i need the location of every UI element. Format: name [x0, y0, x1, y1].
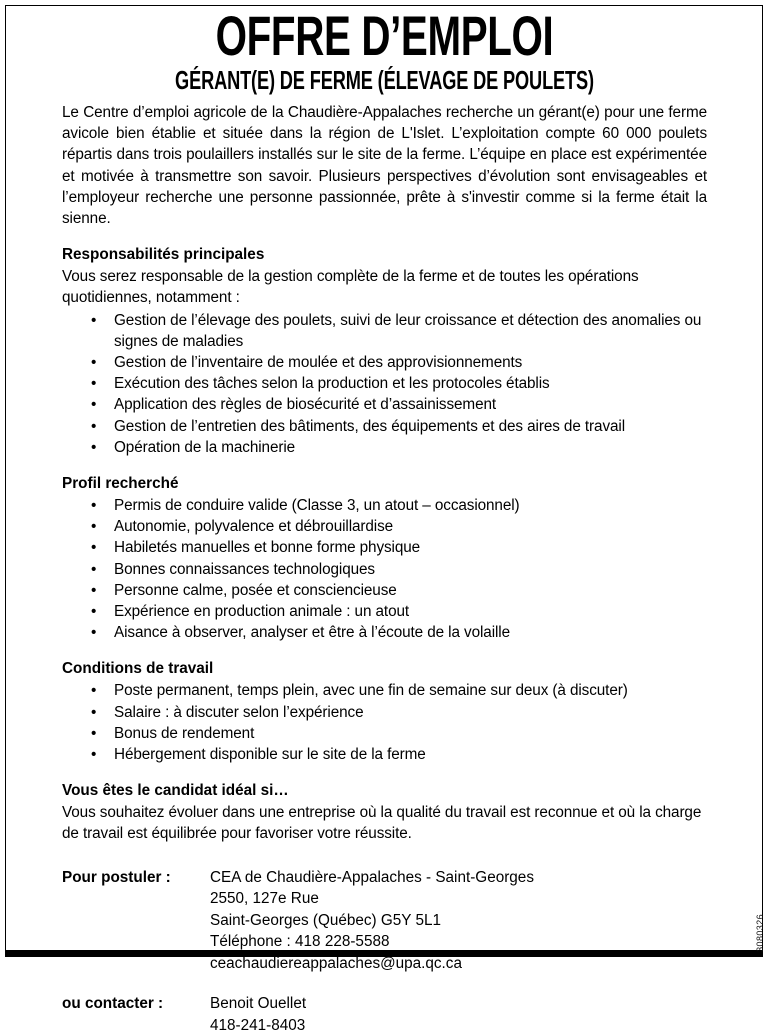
apply-row — [62, 867, 707, 975]
bullet-icon: • — [91, 624, 97, 642]
contact-person-name: Benoit Ouellet — [210, 995, 307, 1013]
section-heading: Profil recherché — [62, 475, 179, 493]
list-item-label: Gestion de l’inventaire de moulée et des approvisionnements — [114, 354, 523, 372]
list-item — [62, 622, 707, 643]
bullet-icon: • — [91, 311, 97, 329]
list-item — [62, 394, 707, 415]
apply-details — [210, 867, 707, 975]
bullet-icon: • — [91, 703, 97, 721]
list-item-label: Autonomie, polyvalence et débrouillardise — [114, 518, 394, 536]
list-item-label: Exécution des tâches selon la production et les protocoles établis — [114, 375, 550, 393]
list-item — [62, 495, 707, 516]
city-postal: Saint-Georges (Québec) G5Y 5L1 — [210, 911, 441, 929]
bullet-icon: • — [91, 724, 97, 742]
document-content — [62, 4, 707, 1036]
bullet-icon: • — [91, 603, 97, 621]
list-item — [62, 744, 707, 765]
list-item — [62, 437, 707, 458]
bullet-icon: • — [91, 746, 97, 764]
section-profil — [62, 474, 707, 643]
list-item-label: Bonus de rendement — [114, 724, 255, 742]
list-item-label: Poste permanent, temps plein, avec une fin de semaine sur deux (à discuter) — [114, 682, 628, 700]
list-item — [62, 580, 707, 601]
list-item — [62, 537, 707, 558]
list-item-label: Gestion de l’élevage des poulets, suivi de leur croissance et détection des anomalies ou signes de maladies — [114, 311, 702, 350]
section-lead-text: Vous souhaitez évoluer dans une entreprise où la qualité du travail est reconnue et où la charge de travail est équilibrée pour favoriser votre réussite. — [62, 804, 702, 843]
list-item-label: Salaire : à discuter selon l’expérience — [114, 703, 364, 721]
section-candidat-ideal — [62, 781, 707, 844]
section-conditions — [62, 659, 707, 765]
list-item — [62, 310, 707, 352]
bullet-icon: • — [91, 539, 97, 557]
section-responsabilites — [62, 245, 707, 458]
list-item-label: Permis de conduire valide (Classe 3, un atout – occasionnel) — [114, 497, 520, 515]
contact-person-details — [210, 993, 707, 1036]
apply-label: Pour postuler : — [62, 868, 171, 886]
bullet-icon: • — [91, 560, 97, 578]
bullet-icon: • — [91, 354, 97, 372]
list-item-label: Habiletés manuelles et bonne forme physique — [114, 539, 421, 557]
list-item-label: Aisance à observer, analyser et être à l’écoute de la volaille — [114, 624, 511, 642]
page-title: OFFRE D’EMPLOI — [215, 4, 554, 67]
list-item — [62, 723, 707, 744]
bullet-icon: • — [91, 682, 97, 700]
section-lead-text: Vous serez responsable de la gestion complète de la ferme et de toutes les opérations quotidiennes, notamment : — [62, 268, 639, 307]
conditions-list — [62, 680, 707, 765]
intro-paragraph: Le Centre d’emploi agricole de la Chaudière-Appalaches recherche un gérant(e) pour une ferme avicole bien établie et située dans la région de L'Islet. L’exploitation compte 60 000 poulets répartis dans trois poulaillers installés sur le site de la ferme. L’équipe en place est expérimentée et motivée à transmettre son savoir. Plusieurs perspectives d’évolution sont envisageables et l’employeur recherche une personne passionnée, prête à s'investir comme si la ferme était la sienne. — [62, 104, 707, 228]
list-item — [62, 352, 707, 373]
page-subtitle: GÉRANT(E) DE FERME (ÉLEVAGE DE POULETS) — [175, 65, 594, 95]
contact-person-phone: 418-241-8403 — [210, 1016, 306, 1034]
contact-spacer — [62, 974, 707, 993]
responsabilites-list — [62, 310, 707, 458]
list-item — [62, 702, 707, 723]
header-block — [62, 4, 707, 95]
bullet-icon: • — [91, 438, 97, 456]
contact-block — [62, 867, 707, 1036]
bullet-icon: • — [91, 375, 97, 393]
contact-person-label: ou contacter : — [62, 995, 164, 1013]
phone-number: Téléphone : 418 228-5588 — [210, 933, 390, 951]
list-item-label: Personne calme, posée et consciencieuse — [114, 581, 397, 599]
list-item — [62, 416, 707, 437]
list-item-label: Gestion de l’entretien des bâtiments, des équipements et des aires de travail — [114, 417, 625, 435]
section-heading: Responsabilités principales — [62, 246, 265, 264]
contact-person-row — [62, 993, 707, 1036]
bullet-icon: • — [91, 581, 97, 599]
employer-name: CEA de Chaudière-Appalaches - Saint-Georges — [210, 868, 534, 886]
bullet-icon: • — [91, 417, 97, 435]
list-item-label: Application des règles de biosécurité et d’assainissement — [114, 396, 497, 414]
bullet-icon: • — [91, 396, 97, 414]
list-item — [62, 559, 707, 580]
profil-list — [62, 495, 707, 643]
list-item — [62, 680, 707, 701]
section-heading: Vous êtes le candidat idéal si… — [62, 782, 289, 800]
list-item-label: Hébergement disponible sur le site de la ferme — [114, 746, 426, 764]
list-item — [62, 516, 707, 537]
list-item — [62, 373, 707, 394]
email-address[interactable]: ceachaudiereappalaches@upa.qc.ca — [210, 954, 462, 972]
street-address: 2550, 127e Rue — [210, 890, 319, 908]
bullet-icon: • — [91, 518, 97, 536]
list-item-label: Opération de la machinerie — [114, 438, 296, 456]
bullet-icon: • — [91, 497, 97, 515]
list-item-label: Bonnes connaissances technologiques — [114, 560, 375, 578]
section-heading: Conditions de travail — [62, 660, 214, 678]
list-item — [62, 601, 707, 622]
list-item-label: Expérience en production animale : un atout — [114, 603, 410, 621]
reference-number: 3080326 — [755, 914, 765, 952]
